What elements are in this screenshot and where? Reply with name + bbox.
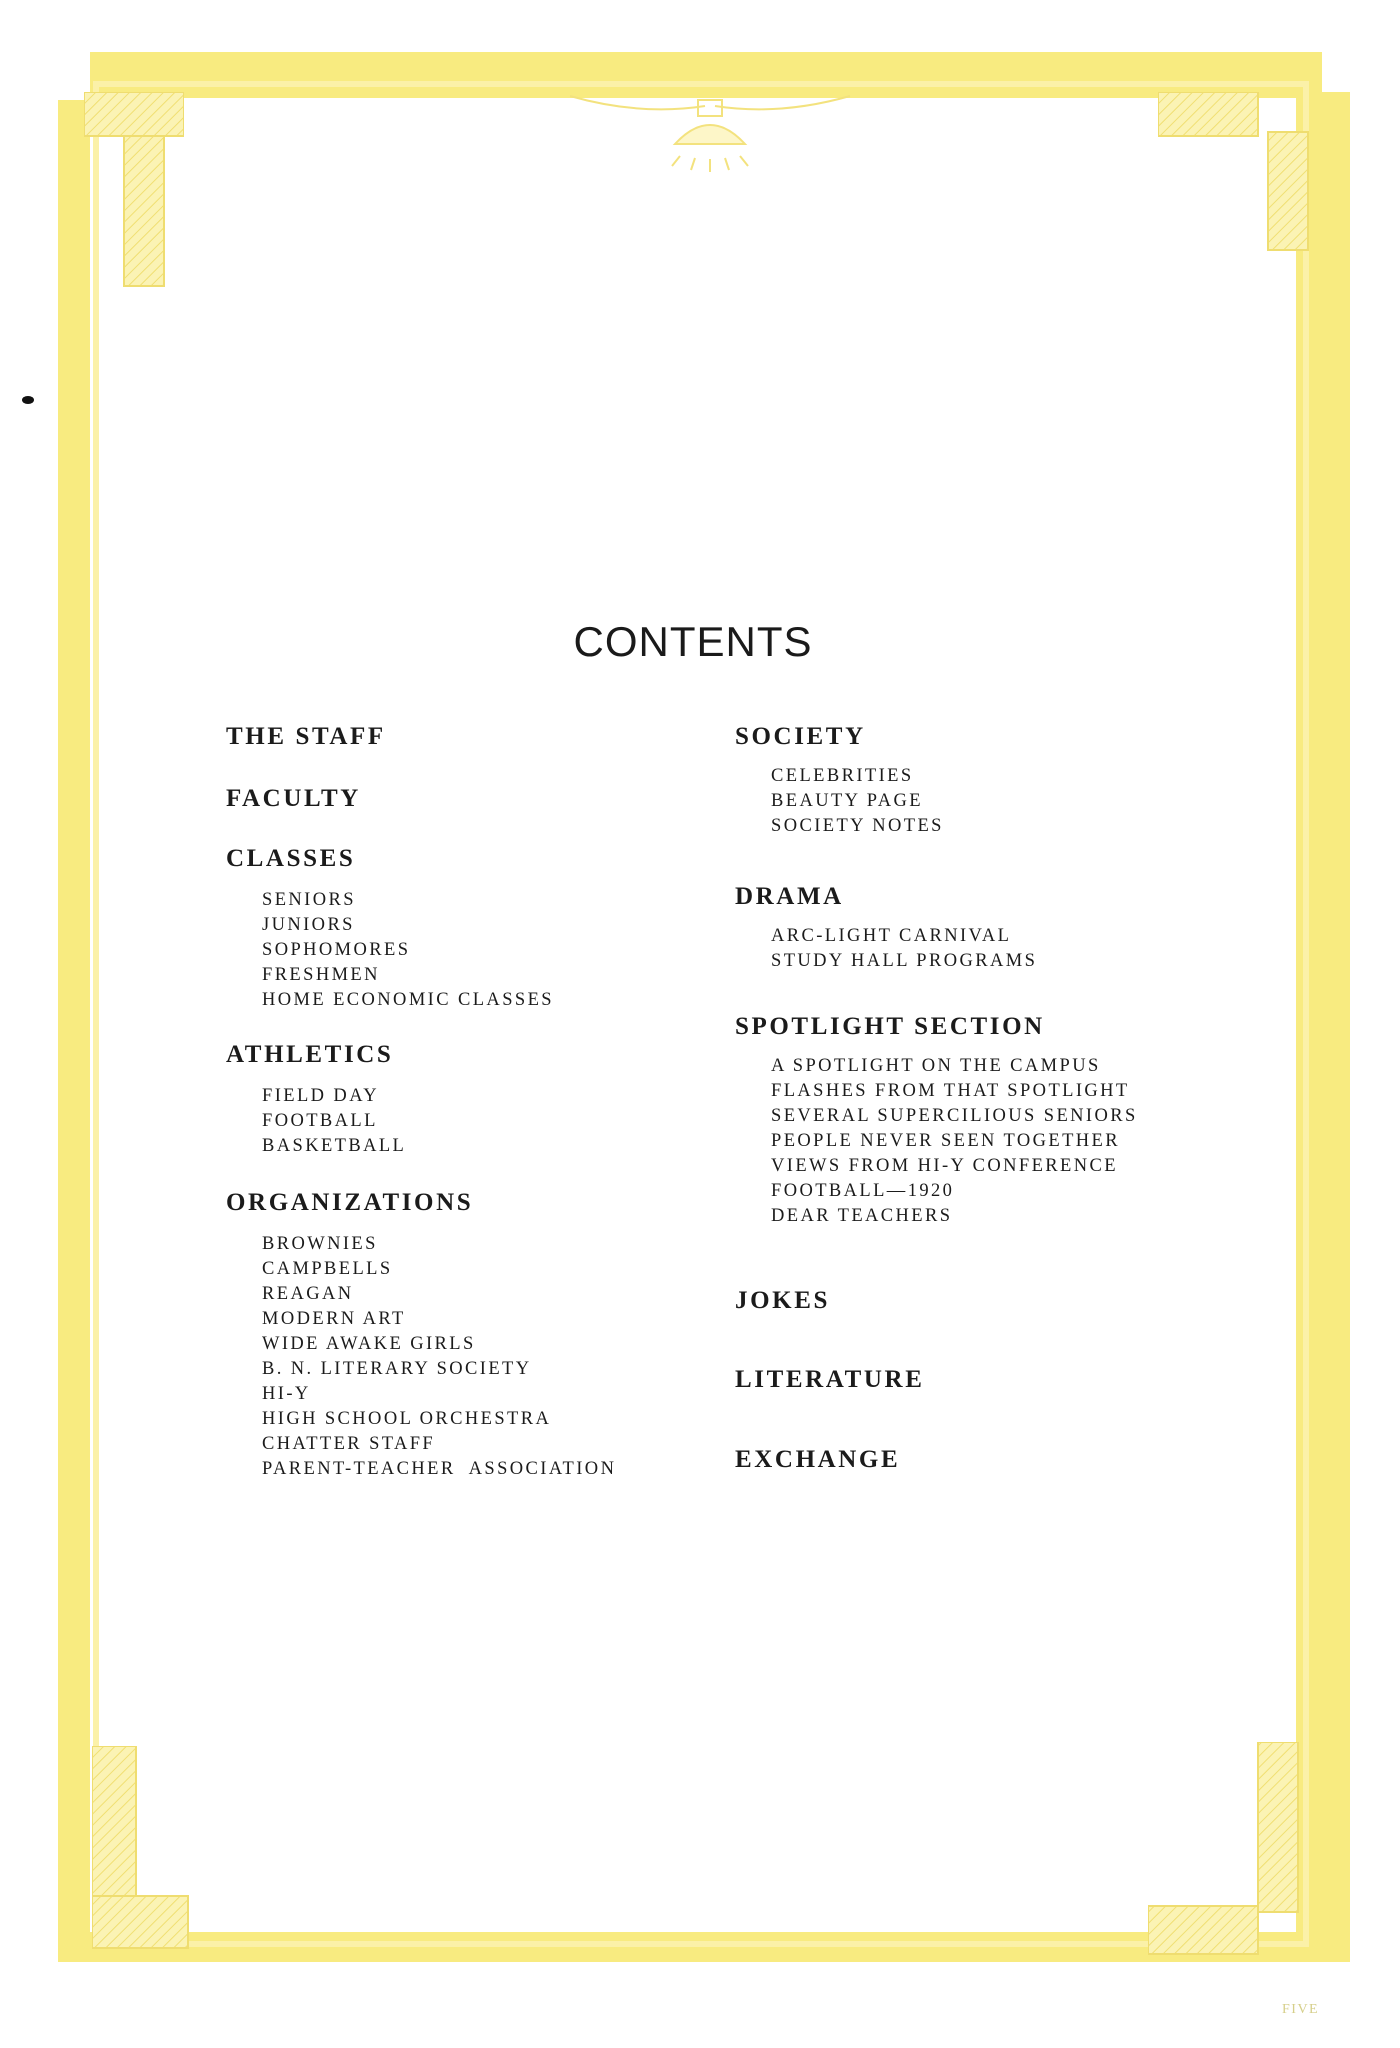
section-society [735, 722, 944, 839]
list-item: PARENT-TEACHER ASSOCIATION [262, 1459, 617, 1479]
list-item: WIDE AWAKE GIRLS [262, 1334, 476, 1354]
list-item: DEAR TEACHERS [771, 1206, 953, 1226]
section-athletics [226, 1040, 406, 1159]
list-item: SENIORS [262, 890, 356, 910]
section-heading: FACULTY [226, 785, 361, 812]
section-heading: EXCHANGE [735, 1446, 901, 1473]
list-item: FOOTBALL [262, 1111, 378, 1131]
section-heading: SOCIETY [735, 723, 866, 750]
corner-ornament-icon [1148, 1742, 1318, 1962]
section-items [262, 1084, 406, 1159]
list-item: REAGAN [262, 1284, 354, 1304]
list-item: FIELD DAY [262, 1086, 380, 1106]
list-item: SOPHOMORES [262, 940, 411, 960]
section-classes [226, 844, 554, 1013]
list-item: VIEWS FROM HI-Y CONFERENCE [771, 1156, 1118, 1176]
list-item: FRESHMEN [262, 965, 380, 985]
list-item: ARC-LIGHT CARNIVAL [771, 926, 1012, 946]
list-item: FLASHES FROM THAT SPOTLIGHT [771, 1081, 1130, 1101]
section-spotlight [735, 1012, 1138, 1229]
page-number: FIVE [1282, 2002, 1320, 2017]
section-heading: LITERATURE [735, 1366, 925, 1393]
list-item: STUDY HALL PROGRAMS [771, 951, 1038, 971]
section-the-staff [226, 722, 386, 752]
section-items [771, 764, 944, 839]
section-organizations [226, 1188, 616, 1482]
page-title: CONTENTS [573, 618, 813, 665]
section-heading: JOKES [735, 1287, 830, 1314]
corner-ornament-icon [92, 1746, 192, 1966]
section-heading: ORGANIZATIONS [226, 1189, 474, 1216]
ink-speck [22, 396, 34, 404]
section-heading: SPOTLIGHT SECTION [735, 1013, 1045, 1040]
section-drama [735, 882, 1037, 974]
list-item: HIGH SCHOOL ORCHESTRA [262, 1409, 552, 1429]
list-item: HOME ECONOMIC CLASSES [262, 990, 554, 1010]
list-item: MODERN ART [262, 1309, 406, 1329]
list-item: FOOTBALL—1920 [771, 1181, 955, 1201]
list-item: BEAUTY PAGE [771, 791, 923, 811]
lamp-icon [560, 86, 860, 186]
list-item: A SPOTLIGHT ON THE CAMPUS [771, 1056, 1101, 1076]
section-exchange [735, 1445, 900, 1475]
section-items [262, 1232, 616, 1482]
section-heading: DRAMA [735, 883, 844, 910]
list-item: PEOPLE NEVER SEEN TOGETHER [771, 1131, 1120, 1151]
section-faculty [226, 784, 361, 814]
list-item: CHATTER STAFF [262, 1434, 436, 1454]
section-heading: CLASSES [226, 845, 356, 872]
corner-ornament-icon [1158, 92, 1328, 262]
list-item: HI-Y [262, 1384, 311, 1404]
section-heading: THE STAFF [226, 723, 386, 750]
section-items [771, 924, 1037, 974]
list-item: SOCIETY NOTES [771, 816, 944, 836]
list-item: BASKETBALL [262, 1136, 407, 1156]
list-item: CAMPBELLS [262, 1259, 393, 1279]
section-literature [735, 1365, 924, 1395]
section-heading: ATHLETICS [226, 1041, 394, 1068]
section-items [771, 1054, 1138, 1229]
section-items [262, 888, 554, 1013]
corner-ornament-icon [84, 92, 184, 292]
section-jokes [735, 1286, 830, 1316]
list-item: JUNIORS [262, 915, 355, 935]
list-item: CELEBRITIES [771, 766, 914, 786]
list-item: SEVERAL SUPERCILIOUS SENIORS [771, 1106, 1138, 1126]
list-item: BROWNIES [262, 1234, 378, 1254]
list-item: B. N. LITERARY SOCIETY [262, 1359, 532, 1379]
